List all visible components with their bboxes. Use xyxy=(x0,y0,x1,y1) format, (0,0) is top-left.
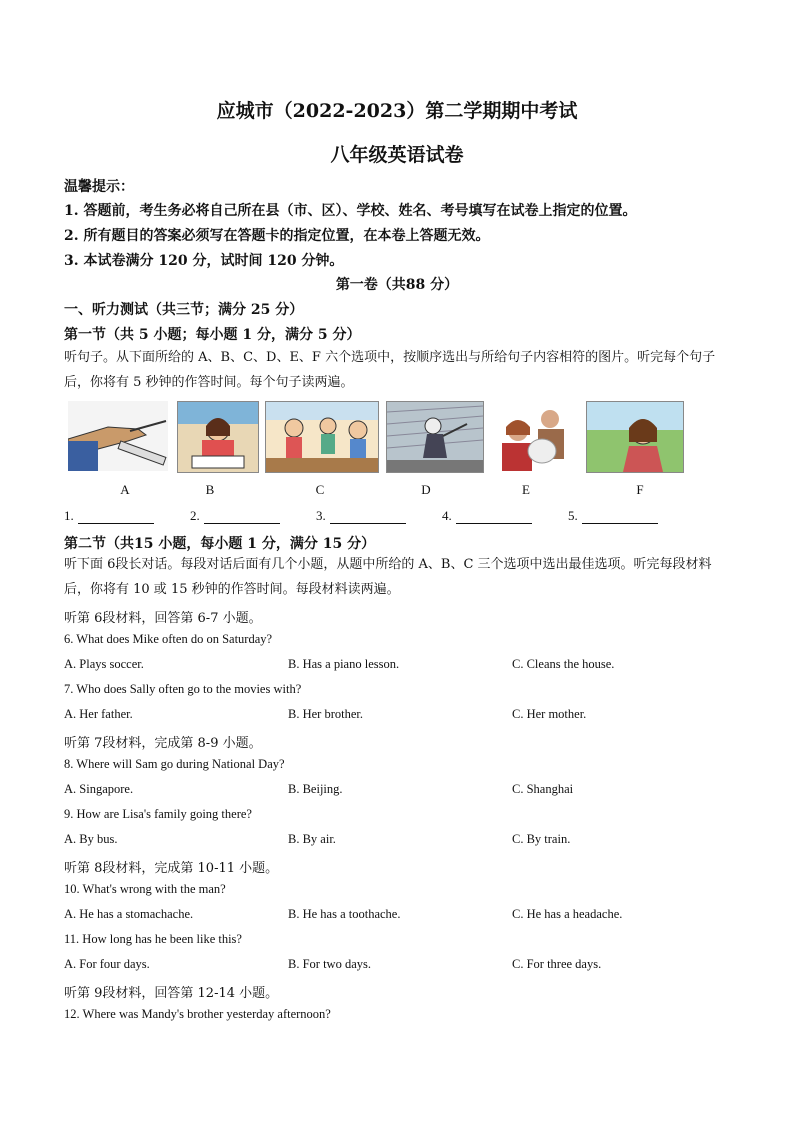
picture-b-girl-reading xyxy=(177,401,259,473)
blank-line xyxy=(582,509,658,524)
picture-label: D xyxy=(421,482,431,497)
question-text: 7. Who does Sally often go to the movies with? xyxy=(64,682,302,696)
picture-d-windy-street xyxy=(386,401,484,473)
blank-number: 3. xyxy=(316,508,326,523)
picture-label: C xyxy=(315,482,325,497)
option-c[interactable]: C. He has a headache. xyxy=(512,907,623,921)
option-a[interactable]: A. For four days. xyxy=(64,957,150,971)
section-one-instructions: 听句子。从下面所给的 A、B、C、D、E、F 六个选项中，按顺序选出与所给句子内容相符的图片。听完每个句子后，你将有 5 秒钟的作答时间。每个句子读两遍。 xyxy=(64,350,716,390)
option-c[interactable]: C. For three days. xyxy=(512,957,602,971)
question-text: 11. How long has he been like this? xyxy=(64,932,242,946)
answer-blank-1[interactable] xyxy=(64,508,154,524)
picture-label: B xyxy=(205,482,215,497)
notice-item: 2. 所有题目的答案必须写在答题卡的指定位置，在本卷上答题无效。 xyxy=(64,228,490,244)
option-a[interactable]: A. By bus. xyxy=(64,832,118,846)
volume-title: 第一卷（共88 分） xyxy=(335,277,459,293)
option-c[interactable]: C. Cleans the house. xyxy=(512,657,615,671)
option-c[interactable]: C. Shanghai xyxy=(512,782,574,796)
section-two-instructions: 听下面 6段长对话。每段对话后面有几个小题，从题中所给的 A、B、C 三个选项中选出最佳选项。听完每段材料后，你将有 10 或 15 秒钟的作答时间。每段材料读两遍。 xyxy=(64,557,712,597)
group-intro: 听第 7段材料，完成第 8-9 小题。 xyxy=(64,736,262,751)
exam-title: 应城市（2022-2023）第二学期期中考试 xyxy=(216,100,578,122)
answer-blank-3[interactable] xyxy=(316,508,406,524)
question-text: 8. Where will Sam go during National Day? xyxy=(64,757,285,771)
question-text: 12. Where was Mandy's brother yesterday afternoon? xyxy=(64,1007,331,1021)
option-b[interactable]: B. By air. xyxy=(288,832,336,846)
notice-item: 3. 本试卷满分 120 分，试时间 120 分钟。 xyxy=(64,253,344,269)
group-intro: 听第 9段材料，回答第 12-14 小题。 xyxy=(64,986,279,1001)
notice-item: 1. 答题前，考生务必将自己所在县（市、区）、学校、姓名、考号填写在试卷上指定的位置。 xyxy=(64,203,637,219)
blank-line xyxy=(78,509,154,524)
answer-blank-5[interactable] xyxy=(568,508,658,524)
option-a[interactable]: A. Singapore. xyxy=(64,782,134,796)
answer-blank-4[interactable] xyxy=(442,508,532,524)
option-b[interactable]: B. Beijing. xyxy=(288,782,343,796)
picture-label: E xyxy=(522,482,530,497)
blank-number: 1. xyxy=(64,508,74,523)
option-c[interactable]: C. By train. xyxy=(512,832,571,846)
picture-label: A xyxy=(120,482,130,497)
option-a[interactable]: A. Plays soccer. xyxy=(64,657,144,671)
picture-f-girl-outdoors xyxy=(586,401,684,473)
option-a[interactable]: A. Her father. xyxy=(64,707,133,721)
option-a[interactable]: A. He has a stomachache. xyxy=(64,907,194,921)
picture-e-people-with-dog xyxy=(492,401,578,471)
blank-line xyxy=(330,509,406,524)
answer-blank-2[interactable] xyxy=(190,508,280,524)
group-intro: 听第 8段材料，完成第 10-11 小题。 xyxy=(64,861,279,876)
option-b[interactable]: B. Her brother. xyxy=(288,707,363,721)
blank-number: 4. xyxy=(442,508,452,523)
exam-subtitle: 八年级英语试卷 xyxy=(330,144,464,166)
part-one-heading: 一、听力测试（共三节；满分 25 分） xyxy=(64,302,304,318)
option-b[interactable]: B. Has a piano lesson. xyxy=(288,657,400,671)
picture-c-kitchen-family xyxy=(265,401,379,473)
blank-number: 5. xyxy=(568,508,578,523)
section-one-heading: 第一节（共 5 小题；每小题 1 分，满分 5 分） xyxy=(64,327,361,343)
question-text: 9. How are Lisa's family going there? xyxy=(64,807,252,821)
question-text: 10. What's wrong with the man? xyxy=(64,882,226,896)
picture-label: F xyxy=(636,482,644,497)
picture-a-hand-ruler xyxy=(68,401,168,471)
option-c[interactable]: C. Her mother. xyxy=(512,707,587,721)
notice-heading: 温馨提示： xyxy=(64,179,134,195)
group-intro: 听第 6段材料，回答第 6-7 小题。 xyxy=(64,611,262,626)
blank-number: 2. xyxy=(190,508,200,523)
section-two-heading: 第二节（共15 小题，每小题 1 分，满分 15 分） xyxy=(64,536,376,552)
option-b[interactable]: B. He has a toothache. xyxy=(288,907,401,921)
blank-line xyxy=(204,509,280,524)
question-text: 6. What does Mike often do on Saturday? xyxy=(64,632,273,646)
blank-line xyxy=(456,509,532,524)
option-b[interactable]: B. For two days. xyxy=(288,957,371,971)
